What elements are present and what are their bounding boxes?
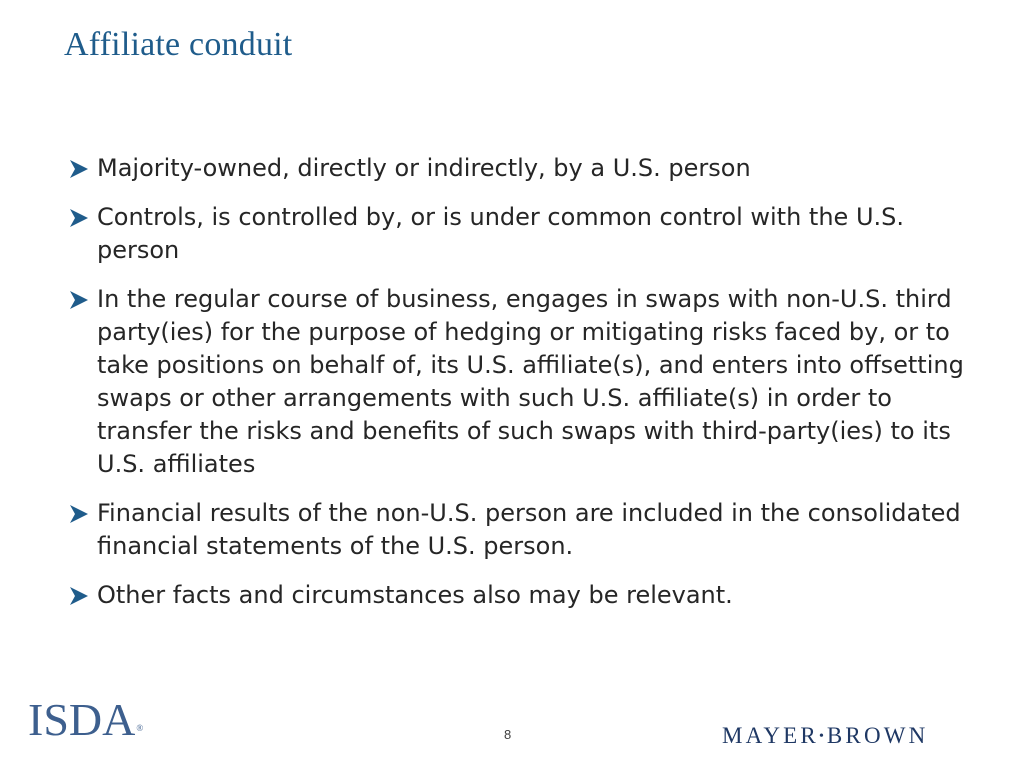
bullet-item [68, 201, 968, 267]
mayer-brown-logo-left: MAYER [722, 723, 819, 748]
bullet-text: Financial results of the non-U.S. person are included in the consolidated financial statements of the U.S. person. [97, 499, 961, 560]
bullet-item [68, 152, 968, 185]
bullet-list [68, 152, 968, 612]
bullet-item [68, 283, 968, 481]
bullet-text: Majority-owned, directly or indirectly, by a U.S. person [97, 154, 751, 182]
mayer-brown-logo [722, 724, 928, 747]
mayer-brown-logo-right: BROWN [826, 723, 929, 748]
bullet-text: Other facts and circumstances also may be relevant. [97, 581, 733, 609]
right-arrowhead-icon [68, 158, 90, 180]
right-arrowhead-icon [68, 503, 90, 525]
right-arrowhead-icon [68, 585, 90, 607]
isda-logo-text: ISDA [28, 694, 136, 745]
slide-title: Affiliate conduit [64, 26, 293, 63]
bullet-text: In the regular course of business, engages in swaps with non-U.S. third party(ies) for the purpose of hedging or mitigating risks faced by, or to take positions on behalf of, its U.S. affiliate(s), and enters into offsetting swaps or other arrangements with such U.S. affiliate(s) in order to transfer the risks and benefits of such swaps with third-party(ies) to its U.S. affiliates [97, 285, 964, 478]
bullet-item [68, 497, 968, 563]
page-number: 8 [504, 727, 512, 742]
bullet-text: Controls, is controlled by, or is under common control with the U.S. person [97, 203, 904, 264]
logo-separator-dot: • [818, 729, 827, 744]
right-arrowhead-icon [68, 289, 90, 311]
isda-logo [28, 694, 144, 745]
bullet-item [68, 579, 968, 612]
registered-mark: ® [136, 723, 144, 733]
right-arrowhead-icon [68, 207, 90, 229]
